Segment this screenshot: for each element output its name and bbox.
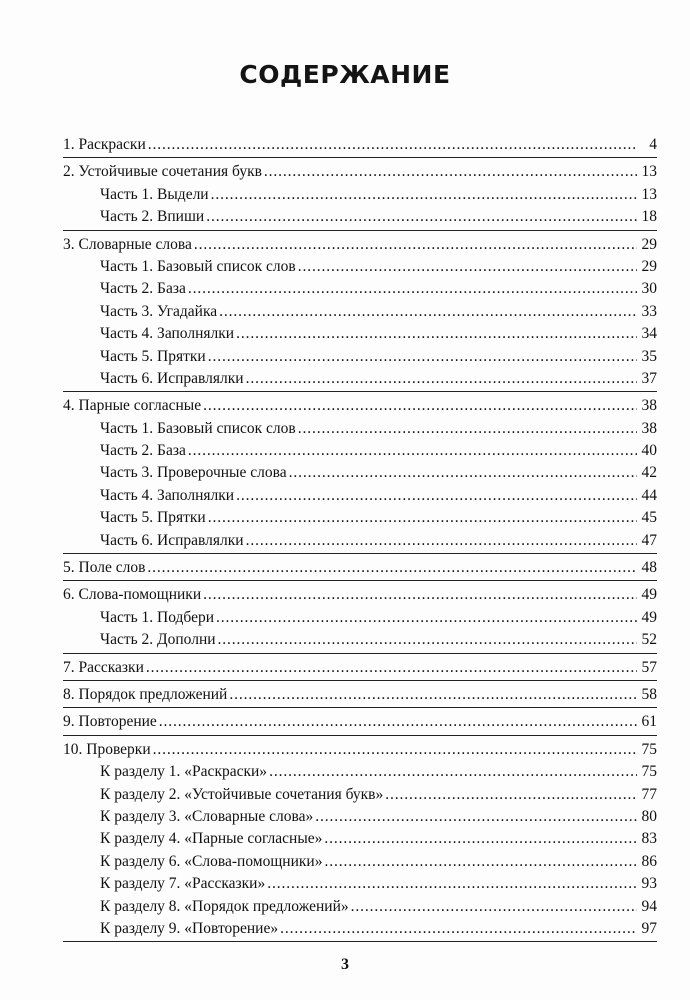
toc-subentry[interactable]: [63, 828, 657, 850]
dot-leader: [211, 184, 637, 206]
toc-entry-page: 13: [641, 185, 657, 203]
toc-entry-label: Часть 1. Выдели: [100, 185, 209, 203]
toc-entry-page: 34: [641, 325, 657, 343]
toc-entry-label: Часть 5. Прятки: [100, 509, 206, 527]
page-title: СОДЕРЖАНИЕ: [239, 60, 451, 89]
toc-subentry[interactable]: [63, 440, 657, 462]
toc-section: [63, 395, 657, 554]
toc-entry[interactable]: [63, 657, 657, 679]
toc-entry-page: 52: [641, 631, 657, 649]
toc-subentry[interactable]: [63, 462, 657, 484]
toc-subentry[interactable]: [63, 346, 657, 368]
toc-entry[interactable]: [63, 557, 657, 579]
toc-entry-label: К разделу 3. «Словарные слова»: [100, 807, 314, 825]
toc-entry-label: 7. Рассказки: [63, 658, 144, 676]
dot-leader: [208, 507, 637, 529]
dot-leader: [216, 607, 637, 629]
toc-entry-label: Часть 6. Исправлялки: [100, 369, 244, 387]
dot-leader: [159, 711, 637, 733]
toc-entry-label: Часть 2. База: [100, 280, 186, 298]
toc-subentry[interactable]: [63, 607, 657, 629]
dot-leader: [264, 161, 637, 183]
toc-subentry[interactable]: [63, 806, 657, 828]
dot-leader: [206, 206, 637, 228]
toc-entry[interactable]: [63, 234, 657, 256]
toc-entry-page: 57: [641, 658, 657, 676]
toc-entry-label: Часть 4. Заполнялки: [100, 486, 235, 504]
toc-entry-page: 97: [641, 919, 657, 937]
dot-leader: [324, 851, 637, 873]
toc-entry-page: 93: [641, 875, 657, 893]
toc-entry-label: 2. Устойчивые сочетания букв: [63, 163, 262, 181]
toc-entry-page: 44: [641, 486, 657, 504]
toc-subentry[interactable]: [63, 485, 657, 507]
toc-subentry[interactable]: [63, 278, 657, 300]
dot-leader: [246, 530, 637, 552]
toc-subentry[interactable]: [63, 784, 657, 806]
toc-subentry[interactable]: [63, 323, 657, 345]
dot-leader: [385, 784, 637, 806]
toc-entry-label: 1. Раскраски: [63, 136, 146, 153]
dot-leader: [203, 395, 637, 417]
dot-leader: [146, 657, 637, 679]
toc-entry-label: Часть 1. Подбери: [100, 608, 215, 626]
dot-leader: [236, 323, 637, 345]
toc-entry-page: 45: [641, 509, 657, 527]
dot-leader: [203, 584, 637, 606]
toc-section: [63, 711, 657, 735]
toc-entry-label: Часть 2. Впиши: [100, 208, 205, 226]
toc-entry-page: 49: [641, 586, 657, 604]
toc-entry-page: 49: [641, 608, 657, 626]
toc-entry[interactable]: [63, 395, 657, 417]
dot-leader: [188, 440, 637, 462]
toc-section: [63, 161, 657, 230]
dot-leader: [324, 828, 637, 850]
toc-entry[interactable]: [63, 584, 657, 606]
toc-entry-label: 6. Слова-помощники: [63, 586, 202, 604]
toc-entry-page: 13: [641, 163, 657, 181]
toc-entry-page: 83: [641, 830, 657, 848]
toc-entry-label: Часть 3. Угадайка: [100, 302, 218, 320]
toc-subentry[interactable]: [63, 761, 657, 783]
toc-entry-page: 61: [641, 713, 657, 731]
dot-leader: [315, 806, 637, 828]
toc-entry-page: 40: [641, 442, 657, 460]
dot-leader: [298, 256, 637, 278]
dot-leader: [267, 873, 637, 895]
toc-section: [63, 134, 657, 158]
toc-entry-label: Часть 5. Прятки: [100, 347, 206, 365]
toc-entry-page: 75: [641, 740, 657, 758]
toc-entry-label: Часть 2. База: [100, 442, 186, 460]
toc-section: [63, 234, 657, 393]
toc-entry-label: Часть 1. Базовый список слов: [100, 257, 296, 275]
toc-entry-label: 9. Повторение: [63, 713, 157, 731]
toc-entry-page: 77: [641, 785, 657, 803]
toc-subentry[interactable]: [63, 301, 657, 323]
dot-leader: [153, 739, 637, 761]
toc-subentry[interactable]: [63, 896, 657, 918]
page-number: 3: [341, 956, 349, 973]
toc-entry-page: 47: [641, 531, 657, 549]
toc-entry-label: Часть 2. Дополни: [100, 631, 216, 649]
toc-entry-label: 3. Словарные слова: [63, 235, 192, 253]
toc-subentry[interactable]: [63, 629, 657, 651]
toc-entry-page: 29: [641, 257, 657, 275]
table-of-contents: [63, 134, 657, 945]
dot-leader: [219, 301, 637, 323]
toc-entry-label: 5. Поле слов: [63, 559, 146, 577]
dot-leader: [236, 485, 637, 507]
toc-entry[interactable]: [63, 684, 657, 706]
dot-leader: [280, 918, 637, 940]
toc-subentry[interactable]: [63, 418, 657, 440]
dot-leader: [269, 761, 637, 783]
toc-entry-page: 30: [641, 280, 657, 298]
toc-entry-page: 86: [641, 852, 657, 870]
toc-subentry[interactable]: [63, 530, 657, 552]
toc-section: [63, 657, 657, 681]
toc-entry-page: 75: [641, 763, 657, 781]
toc-entry-page: 42: [641, 464, 657, 482]
toc-section: [63, 684, 657, 708]
toc-entry-label: К разделу 9. «Повторение»: [100, 919, 279, 937]
dot-leader: [194, 234, 637, 256]
toc-entry-label: Часть 6. Исправлялки: [100, 531, 244, 549]
toc-subentry[interactable]: [63, 918, 657, 940]
toc-entry-page: 58: [641, 685, 657, 703]
toc-entry-page: 38: [641, 419, 657, 437]
dot-leader: [218, 629, 637, 651]
toc-entry-label: Часть 3. Проверочные слова: [100, 464, 287, 482]
dot-leader: [188, 278, 637, 300]
toc-entry-label: К разделу 4. «Парные согласные»: [100, 830, 323, 848]
toc-entry-page: 29: [641, 235, 657, 253]
toc-section: [63, 739, 657, 943]
toc-subentry[interactable]: [63, 873, 657, 895]
toc-entry-label: 8. Порядок предложений: [63, 685, 228, 703]
toc-entry[interactable]: [63, 711, 657, 733]
toc-entry-page: 94: [641, 897, 657, 915]
toc-entry-page: 38: [641, 397, 657, 415]
toc-subentry[interactable]: [63, 368, 657, 390]
toc-subentry[interactable]: [63, 507, 657, 529]
toc-subentry[interactable]: [63, 184, 657, 206]
toc-entry-label: К разделу 8. «Порядок предложений»: [100, 897, 349, 915]
toc-subentry[interactable]: [63, 851, 657, 873]
dot-leader: [208, 346, 637, 368]
toc-entry-page: 35: [641, 347, 657, 365]
toc-entry-page: 33: [641, 302, 657, 320]
toc-entry-label: К разделу 1. «Раскраски»: [100, 763, 268, 781]
toc-entry-page: 18: [641, 208, 657, 226]
toc-entry-label: Часть 1. Базовый список слов: [100, 419, 296, 437]
toc-subentry[interactable]: [63, 256, 657, 278]
toc-entry-label: 10. Проверки: [63, 740, 151, 758]
toc-entry-label: К разделу 6. «Слова-помощники»: [100, 852, 323, 870]
toc-entry-page: 80: [641, 807, 657, 825]
toc-entry[interactable]: [63, 161, 657, 183]
toc-entry-label: 4. Парные согласные: [63, 397, 202, 415]
toc-entry-page: 4: [649, 136, 657, 153]
toc-entry-label: К разделу 2. «Устойчивые сочетания букв»: [100, 785, 384, 803]
toc-entry[interactable]: [63, 739, 657, 761]
toc-section: [63, 557, 657, 581]
toc-entry[interactable]: [63, 134, 657, 156]
dot-leader: [246, 368, 637, 390]
dot-leader: [148, 134, 637, 156]
toc-entry-label: К разделу 7. «Рассказки»: [100, 875, 266, 893]
toc-entry-page: 37: [641, 369, 657, 387]
toc-entry-page: 48: [641, 559, 657, 577]
toc-section: [63, 584, 657, 653]
dot-leader: [229, 684, 637, 706]
dot-leader: [351, 896, 637, 918]
dot-leader: [298, 418, 637, 440]
dot-leader: [147, 557, 637, 579]
toc-entry-label: Часть 4. Заполнялки: [100, 325, 235, 343]
dot-leader: [289, 462, 637, 484]
toc-subentry[interactable]: [63, 206, 657, 228]
